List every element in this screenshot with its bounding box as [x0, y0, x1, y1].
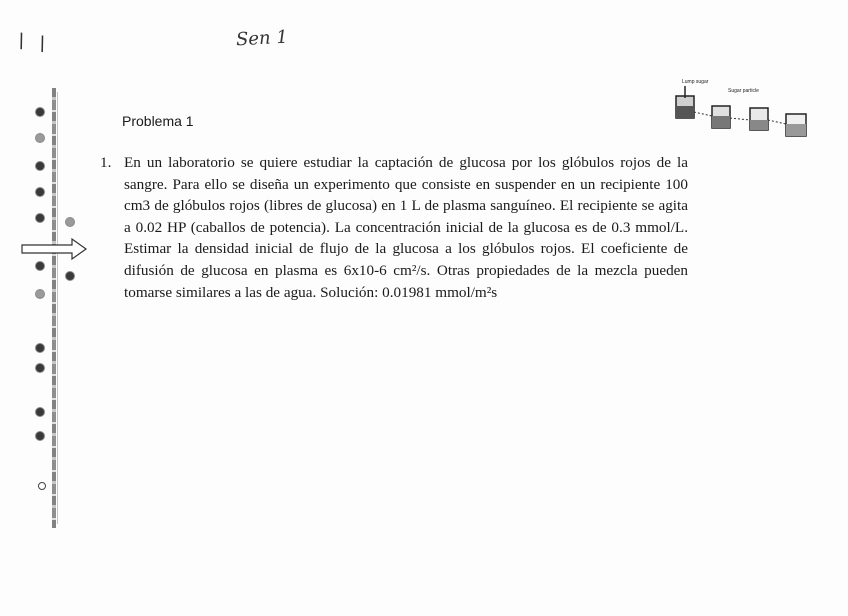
- punch-hole: [36, 408, 44, 416]
- punch-hole: [36, 108, 44, 116]
- punch-hole: [36, 364, 44, 372]
- binder-edge-line: [57, 92, 58, 524]
- problem-heading: Problema 1: [122, 113, 194, 129]
- punch-hole: [36, 344, 44, 352]
- punch-hole: [36, 188, 44, 196]
- problem-text: En un laboratorio se quiere estudiar la captación de glucosa por los glóbulos rojos de la sangre. Para ello se diseña un experimento que consiste en suspender en un recipiente 100 cm3 de glóbulos rojos (libres de glucosa) en 1 L de plasma sanguíneo. El recipiente se agita a 0.02 HP (caballos de potencia). La concentración inicial de la glucosa es de 0.3 mmol/L. Estimar la densidad inicial de flujo de la glucosa a los glóbulos rojos. El coeficiente de difusión de glucosa en plasma es 6x10-6 cm²/s. Otras propiedades de la mezcla pueden tomarse similares a las de agua. Solución: 0.01981 mmol/m²s: [124, 154, 688, 301]
- illustration-label: Sugar particle: [728, 88, 759, 94]
- binder-edge: [52, 88, 56, 528]
- punch-hole: [36, 214, 44, 222]
- beakers-illustration: [672, 78, 812, 140]
- punch-hole: [36, 290, 44, 298]
- punch-hole: [66, 218, 74, 226]
- problem-number: 1.: [100, 154, 112, 171]
- handwritten-mark: \ \: [16, 27, 52, 57]
- punch-hole: [66, 272, 74, 280]
- illustration-label: Lump sugar: [682, 79, 709, 85]
- punch-hole: [36, 432, 44, 440]
- handwritten-note: Sen 1: [235, 26, 289, 51]
- punch-hole: [36, 134, 44, 142]
- arrow-right-icon: [20, 236, 90, 262]
- punch-hole: [36, 162, 44, 170]
- beaker-icon: [786, 114, 806, 136]
- beaker-icon: [750, 108, 768, 130]
- punch-hole: [36, 262, 44, 270]
- punch-hole: [38, 482, 46, 490]
- problem-item: [100, 152, 688, 303]
- beaker-icon: [676, 86, 694, 118]
- beaker-icon: [712, 106, 730, 128]
